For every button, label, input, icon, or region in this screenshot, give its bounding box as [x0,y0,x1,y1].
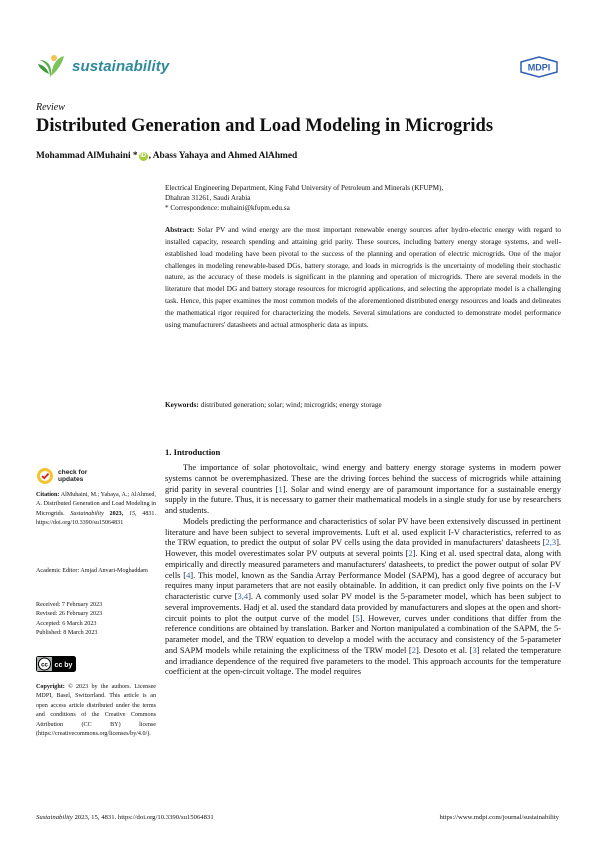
mdpi-logo-icon [519,56,559,78]
section-heading: 1. Introduction [165,447,221,457]
check-label: check for [58,468,88,476]
dates-block [36,601,156,639]
accepted-date: Accepted: 6 March 2023 [36,620,97,627]
footer-journal: Sustainability [36,814,73,821]
journal-logo[interactable] [36,52,169,80]
reference-link[interactable]: 1 [278,483,283,494]
svg-text:cc: cc [41,662,48,669]
reference-link[interactable]: 3 [472,644,477,655]
copyright-label: Copyright: [36,684,65,690]
keywords-text: distributed generation; solar; wind; microgrids; energy storage [200,401,382,409]
citation-block: Citation: AlMuhaini, M.; Yahaya, A.; AlAhmed, A. Distributed Generation and Load Modeling in Microgrids. Sustainability 2023, 15, 4831. https://doi.org/10.3390/su15064831 [36,492,157,527]
affiliation-line: Electrical Engineering Department, King Fahd University of Petroleum and Minerals (KFUPM), [165,184,444,192]
academic-editor: Academic Editor: Amjad Anvari-Moghaddam [36,568,148,574]
check-for-updates-badge[interactable] [36,467,87,485]
keywords [165,400,561,411]
reference-link[interactable]: 2,3 [545,537,557,548]
first-author: Mohammad AlMuhaini * [36,151,138,161]
reference-link[interactable]: 2 [411,644,416,655]
abstract [165,225,561,332]
paragraph: The importance of solar photovoltaic, wind energy and battery energy storage systems in modern power systems cannot be overemphasized. These are the driving forces behind the success of microgrids while attaining grid parity in several countries [1]. Solar and wind energy are of paramount importance for a sustainable energy supply in the future. Thus, it is necessary to garner their mathematical models in a single study for use by researchers and students. [165,462,561,515]
reference-link[interactable]: 2 [408,548,413,558]
footer-url[interactable]: https://www.mdpi.com/journal/sustainability [439,814,559,821]
abstract-label: Abstract: [165,226,195,234]
paragraph: Models predicting the performance and characteristics of solar PV have been extensively discussed in pertinent literature and have been subject to several improvements. Luft et al. used explicit I-V characteristics, referred to as the TRW equation, to predict the output of solar PV cells using the data provided in manufacturers' datasheets [2,3]. However, this model overestimates solar PV outputs at several points [2]. King et al. used spectral data, along with empirically and directly measured parameters and manufacturers' datasheets, to predict the power output of solar PV cells [4]. This model, known as the Sandia Array Performance Model (SAPM), has a good degree of accuracy but requires many input parameters that are not easily obtainable. In addition, it can predict only five points on the I-V characteristic curve [3,4]. A commonly used solar PV model is the 5-parameter model, which has been subject to several improvements. Hadj et al. used the standard data provided by manufacturers and slopes at the open and short-circuit points to plot the output curve of the model [5]. However, curves under conditions that differ from the reference conditions are obtained by translation. Barker and Norton manipulated a combination of the SAPM, the 5-parameter model, and the TRW equation to develop a model with the accuracy and consistency of the 5-parameter and SAPM models while retaining the explicitness of the TRW model [2]. Desoto et al. [3] related the temperature and irradiance dependence of the required five parameters to the model. This approach accounts for the temperature coefficient at the open-circuit voltage. The model requires [165,515,562,677]
reference-link[interactable]: 3,4 [237,591,249,601]
footer-doi[interactable]: 2023, 15, 4831. https://doi.org/10.3390/su15064831 [72,814,214,821]
article-title: Distributed Generation and Load Modeling in Microgrids [36,116,494,136]
publisher-name: MDPI [527,62,551,73]
reference-link[interactable]: 5 [355,612,360,623]
citation-journal: Sustainability [70,510,104,517]
abstract-text: Solar PV and wind energy are the most important renewable energy sources after hydro-electric energy with regard to installed capacity, research spending and attaining grid parity. These sources, including battery energy storage systems, and well-established load modeling have been pivotal to the success of the planning and operation of electric microgrids. One of the major challenges in modeling renewable-based DGs, battery storage, and loads in microgrids is the uncertainty of modeling their stochastic nature, as the accuracy of these models is significant in the planning and operation of microgrids. There are several models in the literature that model DG and battery storage resources for microgrid applications, and selecting the appropriate model is a challenging task. Hence, this paper examines the most common models of the aforementioned distributed energy resources and loads and delineates the mathematical rigor required for characterizing the models. Several simulations are conducted to demonstrate model performance using manufacturers' datasheets and actual atmospheric data as inputs. [165,226,561,329]
check-for-updates-icon [36,467,54,485]
footer-citation [36,814,214,821]
citation-label: Citation: [36,492,60,498]
received-date: Received: 7 February 2023 [36,602,103,608]
publisher-logo[interactable] [519,56,559,83]
body-text [165,462,561,677]
leaf-icon [36,52,66,80]
journal-name: sustainability [72,57,170,75]
affiliation [165,183,565,213]
cc-label: cc by [54,662,73,669]
copyright-block [36,683,156,739]
updates-label: updates [58,476,84,483]
published-date: Published: 8 March 2023 [36,630,98,637]
author-list [36,151,297,161]
cc-license-badge[interactable] [36,656,76,672]
copyright-text: © 2023 by the authors. Licensee MDPI, Basel, Switzerland. This article is an open access article distributed under the terms and conditions of the Creative Commons Attribution (CC BY) license (https://creativecommons.org/licenses/by/4.0/). [36,684,156,738]
other-authors: , Abass Yahaya and Ahmed AlAhmed [148,151,298,161]
revised-date: Revised: 26 February 2023 [36,611,103,618]
keywords-label: Keywords: [165,401,199,409]
orcid-icon[interactable]: iD [140,152,147,159]
reference-link[interactable]: 4 [186,569,191,580]
affiliation-line: Dhahran 31261, Saudi Arabia [165,194,251,202]
article-type: Review [36,102,65,113]
correspondence: * Correspondence: muhaini@kfupm.edu.sa [165,204,290,212]
creative-commons-icon [36,656,76,672]
citation-doi[interactable]: , 4831. https://doi.org/10.3390/su15064831 [36,510,156,527]
